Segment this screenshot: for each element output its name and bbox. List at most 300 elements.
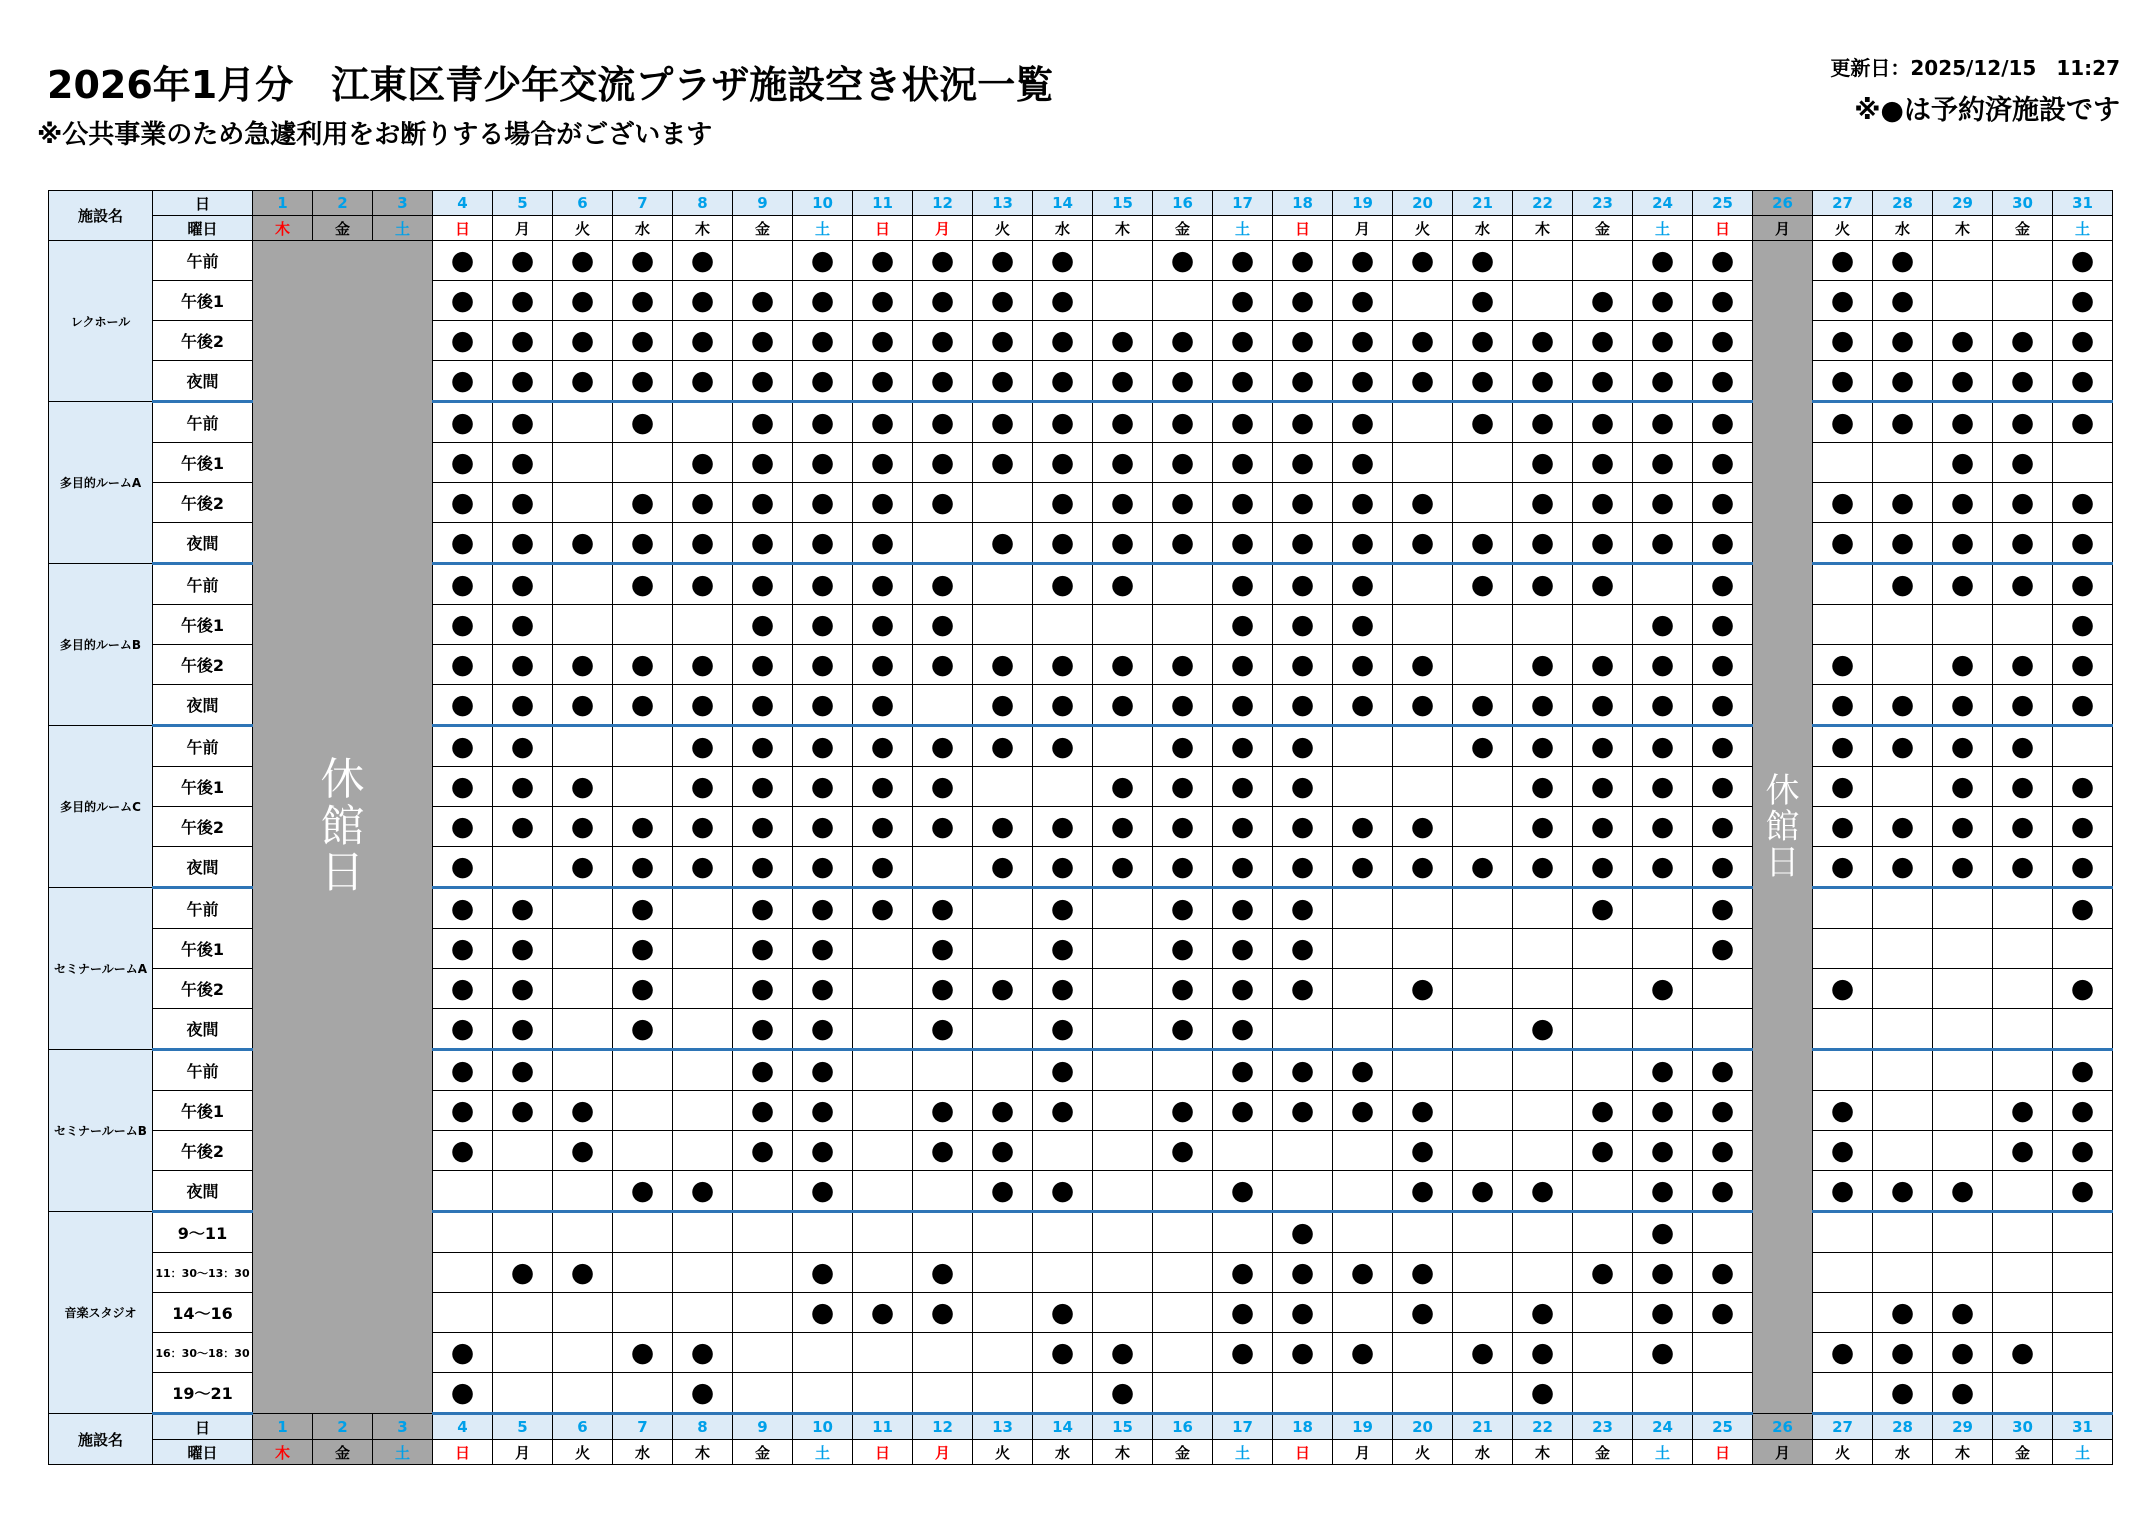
slot-cell: [973, 443, 1033, 483]
slot-cell: [1633, 321, 1693, 361]
slot-cell: [1033, 1050, 1093, 1091]
slot-cell: [673, 847, 733, 888]
footer-weekday-13: 火: [973, 1440, 1033, 1465]
footer-weekday-5: 月: [493, 1440, 553, 1465]
slot-cell: [493, 281, 553, 321]
slot-cell: [1393, 767, 1453, 807]
slot-cell: [733, 443, 793, 483]
booked-marker: ●: [1830, 1135, 1855, 1166]
slot-cell: [613, 969, 673, 1009]
booked-marker: ●: [1530, 811, 1555, 842]
booked-marker: ●: [450, 689, 475, 720]
booked-marker: ●: [1170, 933, 1195, 964]
slot-cell: [1093, 969, 1153, 1009]
booked-marker: ●: [1710, 649, 1735, 680]
slot-cell: [913, 847, 973, 888]
slot-cell: [433, 847, 493, 888]
slot-cell: [613, 241, 673, 281]
booked-marker: ●: [750, 811, 775, 842]
slot-cell: [1813, 645, 1873, 685]
footer-day-24: 24: [1633, 1414, 1693, 1440]
booked-marker: ●: [510, 245, 535, 276]
booked-marker: ●: [1950, 407, 1975, 438]
slot-cell: [553, 847, 613, 888]
booked-marker: ●: [690, 689, 715, 720]
slot-cell: [553, 645, 613, 685]
slot-cell: [1933, 969, 1993, 1009]
booked-marker: ●: [1230, 731, 1255, 762]
booked-marker: ●: [1890, 285, 1915, 316]
slot-cell: [853, 767, 913, 807]
slot-cell: [1333, 767, 1393, 807]
slot-cell: [2053, 443, 2113, 483]
booked-marker: ●: [930, 407, 955, 438]
slot-cell: [673, 1050, 733, 1091]
slot-cell: [1153, 1212, 1213, 1253]
footer-day-10: 10: [793, 1414, 853, 1440]
slot-cell: [1393, 807, 1453, 847]
booked-marker: ●: [870, 731, 895, 762]
booked-marker: ●: [1950, 649, 1975, 680]
slot-cell: [1873, 605, 1933, 645]
slot-cell: [1873, 564, 1933, 605]
slot-cell: [1813, 523, 1873, 564]
slot-cell: [553, 1009, 613, 1050]
booked-marker: ●: [1830, 811, 1855, 842]
slot-cell: [1813, 483, 1873, 523]
booked-marker: ●: [1590, 325, 1615, 356]
slot-cell: [1213, 929, 1273, 969]
slot-cell: [1933, 361, 1993, 402]
booked-marker: ●: [510, 1257, 535, 1288]
booked-marker: ●: [810, 1013, 835, 1044]
booked-marker: ●: [870, 811, 895, 842]
booked-marker: ●: [810, 1175, 835, 1206]
slot-cell: [1033, 361, 1093, 402]
slot-cell: [433, 1212, 493, 1253]
slot-cell: [553, 321, 613, 361]
slot-cell: [1393, 645, 1453, 685]
booked-marker: ●: [1890, 365, 1915, 396]
booked-marker: ●: [2070, 407, 2095, 438]
slot-cell: [1453, 767, 1513, 807]
footer-weekday-9: 金: [733, 1440, 793, 1465]
time-slot-label: 夜間: [153, 1009, 253, 1050]
slot-cell: [1273, 726, 1333, 767]
booked-marker: ●: [2010, 487, 2035, 518]
booked-marker: ●: [510, 447, 535, 478]
slot-cell: [793, 605, 853, 645]
slot-cell: [1993, 1131, 2053, 1171]
closed-label-char: 休: [1765, 770, 1800, 811]
slot-cell: [553, 969, 613, 1009]
header-day-16: 16: [1153, 191, 1213, 216]
booked-marker: ●: [810, 771, 835, 802]
booked-marker: ●: [750, 487, 775, 518]
slot-cell: [1333, 402, 1393, 443]
booked-marker: ●: [750, 689, 775, 720]
slot-cell: [613, 1009, 673, 1050]
slot-cell: [1453, 1333, 1513, 1373]
slot-cell: [1333, 1009, 1393, 1050]
header-weekday-14: 水: [1033, 216, 1093, 241]
booked-marker: ●: [930, 447, 955, 478]
booked-marker: ●: [1410, 973, 1435, 1004]
slot-cell: [733, 969, 793, 1009]
booked-marker: ●: [930, 487, 955, 518]
time-slot-label: 午前: [153, 241, 253, 281]
slot-cell: [673, 726, 733, 767]
header-day-6: 6: [553, 191, 613, 216]
slot-cell: [2053, 1333, 2113, 1373]
header-day-29: 29: [1933, 191, 1993, 216]
slot-cell: [493, 645, 553, 685]
slot-cell: [1873, 767, 1933, 807]
slot-cell: [553, 241, 613, 281]
slot-cell: [793, 969, 853, 1009]
booked-marker: ●: [2070, 285, 2095, 316]
slot-cell: [1153, 1333, 1213, 1373]
booked-marker: ●: [990, 447, 1015, 478]
booked-marker: ●: [1290, 893, 1315, 924]
booked-marker: ●: [1830, 365, 1855, 396]
slot-cell: [1573, 1253, 1633, 1293]
slot-cell: [1093, 564, 1153, 605]
slot-cell: [493, 1091, 553, 1131]
slot-cell: [1873, 685, 1933, 726]
slot-cell: [793, 685, 853, 726]
slot-cell: [733, 402, 793, 443]
slot-cell: [1033, 929, 1093, 969]
booked-marker: ●: [1230, 325, 1255, 356]
slot-cell: [1093, 1333, 1153, 1373]
slot-cell: [733, 1212, 793, 1253]
booked-marker: ●: [1590, 407, 1615, 438]
booked-marker: ●: [1410, 245, 1435, 276]
booked-marker: ●: [1710, 689, 1735, 720]
booked-marker: ●: [1170, 365, 1195, 396]
slot-cell: [1393, 321, 1453, 361]
booked-marker: ●: [1230, 893, 1255, 924]
booked-marker: ●: [1230, 933, 1255, 964]
slot-cell: [1513, 1333, 1573, 1373]
slot-cell: [1813, 402, 1873, 443]
booked-marker: ●: [510, 649, 535, 680]
slot-cell: [493, 969, 553, 1009]
slot-cell: [1933, 1333, 1993, 1373]
slot-cell: [1993, 564, 2053, 605]
slot-cell: [1213, 969, 1273, 1009]
time-slot-label: 16：30～18：30: [153, 1333, 253, 1373]
slot-cell: [1813, 1091, 1873, 1131]
slot-cell: [433, 483, 493, 523]
booked-marker: ●: [570, 689, 595, 720]
booked-marker: ●: [1950, 447, 1975, 478]
booked-marker: ●: [450, 933, 475, 964]
booked-marker: ●: [1410, 365, 1435, 396]
slot-cell: [1633, 645, 1693, 685]
slot-cell: [793, 1131, 853, 1171]
booked-marker: ●: [810, 447, 835, 478]
slot-cell: [1573, 605, 1633, 645]
booked-marker: ●: [1830, 973, 1855, 1004]
slot-cell: [1633, 402, 1693, 443]
slot-cell: [1453, 605, 1513, 645]
slot-cell: [1273, 361, 1333, 402]
booked-marker: ●: [1410, 649, 1435, 680]
footer-day-1: 1: [253, 1414, 313, 1440]
slot-cell: [553, 443, 613, 483]
legend-note: ※●は予約済施設です: [1854, 95, 2120, 126]
time-slot-label: 午後1: [153, 281, 253, 321]
booked-marker: ●: [630, 1013, 655, 1044]
header-weekday-11: 日: [853, 216, 913, 241]
slot-cell: [553, 402, 613, 443]
slot-cell: [1513, 1373, 1573, 1414]
slot-cell: [673, 321, 733, 361]
slot-cell: [1213, 605, 1273, 645]
booked-marker: ●: [690, 1337, 715, 1368]
header-weekday-13: 火: [973, 216, 1033, 241]
header-weekday-2: 金: [313, 216, 373, 241]
slot-cell: [1693, 645, 1753, 685]
slot-cell: [2053, 807, 2113, 847]
booked-marker: ●: [1710, 245, 1735, 276]
booked-marker: ●: [1350, 689, 1375, 720]
booked-marker: ●: [690, 325, 715, 356]
slot-cell: [1273, 645, 1333, 685]
slot-cell: [673, 767, 733, 807]
booked-marker: ●: [1050, 447, 1075, 478]
slot-cell: [1573, 726, 1633, 767]
slot-cell: [733, 321, 793, 361]
booked-marker: ●: [1170, 731, 1195, 762]
footer-weekday-24: 土: [1633, 1440, 1693, 1465]
booked-marker: ●: [1950, 851, 1975, 882]
slot-cell: [1393, 1171, 1453, 1212]
slot-cell: [1933, 1131, 1993, 1171]
booked-marker: ●: [690, 649, 715, 680]
booked-marker: ●: [1050, 1337, 1075, 1368]
slot-cell: [1153, 281, 1213, 321]
slot-cell: [493, 847, 553, 888]
header-day-20: 20: [1393, 191, 1453, 216]
slot-cell: [1033, 726, 1093, 767]
slot-cell: [553, 726, 613, 767]
slot-cell: [973, 361, 1033, 402]
booked-marker: ●: [810, 569, 835, 600]
booked-marker: ●: [1950, 689, 1975, 720]
slot-cell: [1093, 847, 1153, 888]
booked-marker: ●: [1890, 1337, 1915, 1368]
slot-cell: [1813, 1333, 1873, 1373]
booked-marker: ●: [1350, 811, 1375, 842]
booked-marker: ●: [450, 851, 475, 882]
booked-marker: ●: [750, 649, 775, 680]
facility-name: セミナールームB: [49, 1050, 153, 1212]
booked-marker: ●: [1230, 527, 1255, 558]
slot-cell: [1273, 1050, 1333, 1091]
slot-cell: [1093, 1293, 1153, 1333]
slot-cell: [1873, 443, 1933, 483]
booked-marker: ●: [2070, 1095, 2095, 1126]
slot-cell: [913, 1333, 973, 1373]
booked-marker: ●: [870, 771, 895, 802]
booked-marker: ●: [2070, 569, 2095, 600]
header-weekday-row: [49, 216, 2113, 241]
slot-cell: [2053, 281, 2113, 321]
slot-cell: [1933, 1293, 1993, 1333]
slot-cell: [1153, 1131, 1213, 1171]
booked-marker: ●: [930, 771, 955, 802]
booked-marker: ●: [810, 285, 835, 316]
slot-cell: [1633, 1091, 1693, 1131]
slot-cell: [493, 929, 553, 969]
slot-cell: [1573, 402, 1633, 443]
booked-marker: ●: [1110, 689, 1135, 720]
slot-cell: [973, 847, 1033, 888]
booked-marker: ●: [2070, 973, 2095, 1004]
booked-marker: ●: [1590, 689, 1615, 720]
slot-cell: [1693, 1333, 1753, 1373]
booked-marker: ●: [450, 1135, 475, 1166]
slot-cell: [433, 281, 493, 321]
booked-marker: ●: [750, 407, 775, 438]
slot-cell: [853, 929, 913, 969]
booked-marker: ●: [1650, 487, 1675, 518]
slot-cell: [1393, 1212, 1453, 1253]
slot-cell: [2053, 1293, 2113, 1333]
footer-day-26: 26: [1753, 1414, 1813, 1440]
slot-cell: [1273, 1171, 1333, 1212]
closed-label-char: 日: [320, 847, 365, 899]
slot-cell: [1333, 605, 1393, 645]
booked-marker: ●: [1590, 771, 1615, 802]
slot-cell: [1093, 1131, 1153, 1171]
header-weekday-8: 木: [673, 216, 733, 241]
booked-marker: ●: [1050, 245, 1075, 276]
slot-cell: [1513, 1050, 1573, 1091]
slot-cell: [1573, 685, 1633, 726]
booked-marker: ●: [870, 365, 895, 396]
slot-cell: [733, 361, 793, 402]
footer-weekday-row: [49, 1440, 2113, 1465]
booked-marker: ●: [930, 811, 955, 842]
booked-marker: ●: [1050, 649, 1075, 680]
booked-marker: ●: [570, 245, 595, 276]
header-weekday-10: 土: [793, 216, 853, 241]
booked-marker: ●: [1350, 487, 1375, 518]
slot-cell: [793, 1333, 853, 1373]
slot-cell: [1573, 1009, 1633, 1050]
slot-cell: [673, 1333, 733, 1373]
slot-cell: [553, 281, 613, 321]
booked-marker: ●: [690, 285, 715, 316]
slot-cell: [1153, 1009, 1213, 1050]
booked-marker: ●: [990, 527, 1015, 558]
booked-marker: ●: [930, 609, 955, 640]
slot-cell: [1033, 685, 1093, 726]
booked-marker: ●: [1830, 325, 1855, 356]
header-day-9: 9: [733, 191, 793, 216]
slot-cell: [1333, 1131, 1393, 1171]
booked-marker: ●: [1290, 731, 1315, 762]
slot-cell: [613, 1131, 673, 1171]
slot-cell: [973, 564, 1033, 605]
slot-cell: [1873, 1333, 1933, 1373]
booked-marker: ●: [810, 527, 835, 558]
slot-cell: [1573, 1171, 1633, 1212]
booked-marker: ●: [450, 245, 475, 276]
slot-cell: [673, 523, 733, 564]
slot-cell: [1273, 1373, 1333, 1414]
booked-marker: ●: [750, 851, 775, 882]
slot-cell: [1213, 847, 1273, 888]
header-day-21: 21: [1453, 191, 1513, 216]
booked-marker: ●: [1650, 851, 1675, 882]
slot-cell: [1213, 1212, 1273, 1253]
booked-marker: ●: [1290, 245, 1315, 276]
booked-marker: ●: [2010, 771, 2035, 802]
slot-cell: [1153, 1171, 1213, 1212]
slot-cell: [673, 483, 733, 523]
slot-cell: [613, 645, 673, 685]
slot-cell: [1213, 241, 1273, 281]
slot-cell: [1513, 807, 1573, 847]
booked-marker: ●: [1530, 649, 1555, 680]
slot-cell: [1633, 807, 1693, 847]
footer-weekday-22: 木: [1513, 1440, 1573, 1465]
footer-day-4: 4: [433, 1414, 493, 1440]
slot-cell: [1333, 1293, 1393, 1333]
slot-cell: [1333, 645, 1393, 685]
slot-cell: [733, 645, 793, 685]
slot-cell: [2053, 605, 2113, 645]
booked-marker: ●: [1110, 407, 1135, 438]
slot-cell: [1873, 241, 1933, 281]
footer-weekday-16: 金: [1153, 1440, 1213, 1465]
slot-cell: [1093, 281, 1153, 321]
slot-cell: [1453, 402, 1513, 443]
header-weekday-25: 日: [1693, 216, 1753, 241]
booked-marker: ●: [1410, 1257, 1435, 1288]
booked-marker: ●: [1350, 325, 1375, 356]
header-weekday-20: 火: [1393, 216, 1453, 241]
booked-marker: ●: [1830, 649, 1855, 680]
booked-marker: ●: [630, 245, 655, 276]
slot-cell: [2053, 726, 2113, 767]
slot-cell: [973, 523, 1033, 564]
slot-cell: [733, 1009, 793, 1050]
slot-cell: [973, 1212, 1033, 1253]
slot-cell: [913, 807, 973, 847]
slot-cell: [1813, 888, 1873, 929]
booked-marker: ●: [750, 973, 775, 1004]
footer-weekday-1: 木: [253, 1440, 313, 1465]
slot-cell: [1333, 1091, 1393, 1131]
slot-cell: [673, 1293, 733, 1333]
footer-weekday-10: 土: [793, 1440, 853, 1465]
booked-marker: ●: [930, 1257, 955, 1288]
booked-marker: ●: [1170, 893, 1195, 924]
booked-marker: ●: [450, 1095, 475, 1126]
slot-cell: [493, 1212, 553, 1253]
booked-marker: ●: [1110, 569, 1135, 600]
booked-marker: ●: [1470, 689, 1495, 720]
booked-marker: ●: [750, 1055, 775, 1086]
footer-day-25: 25: [1693, 1414, 1753, 1440]
slot-cell: [553, 807, 613, 847]
